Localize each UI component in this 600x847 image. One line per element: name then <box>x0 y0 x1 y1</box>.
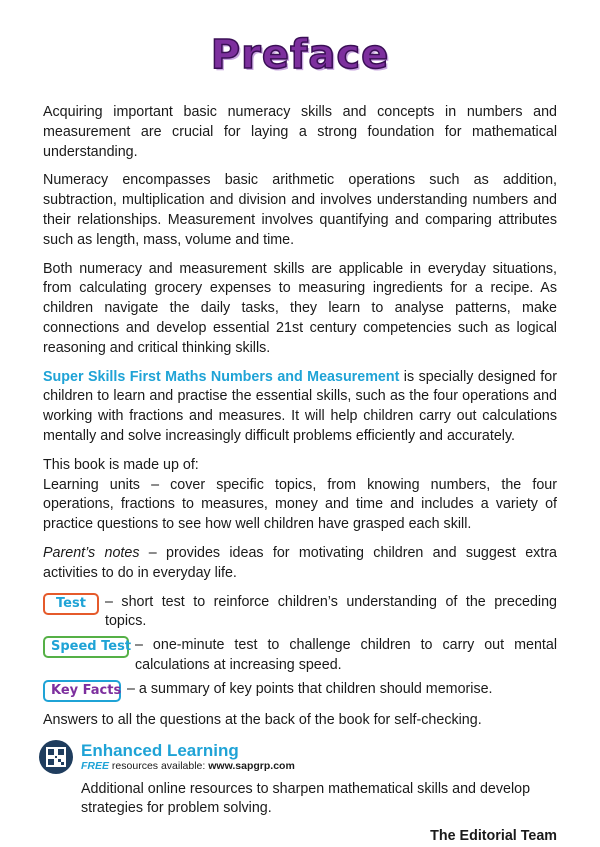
feature-test <box>43 593 557 633</box>
enhanced-learning-subtitle <box>81 760 295 773</box>
key-facts-description: – a summary of key points that children should memorise. <box>127 680 493 697</box>
book-description: is specially designed for children to learn and practise the essential skills, such as the four operations and working with fractions and measures. It will help children carry out calculations mentally and solve increasingly difficult problems efficiently and accurately. <box>43 368 557 444</box>
parents-notes-text: – provides ideas for motivating children and suggest extra activities to do in everyday life. <box>43 544 557 581</box>
enhanced-learning-title: Enhanced Learning <box>81 740 239 760</box>
book-title: Super Skills First Maths Numbers and Measurement <box>43 368 400 385</box>
free-label: FREE <box>81 759 110 772</box>
paragraph-intro: Acquiring important basic numeracy skills and concepts in numbers and measurement are crucial for laying a strong foundation for mathematical understanding. <box>43 104 557 160</box>
paragraph-contents <box>43 456 557 535</box>
learning-units-text: Learning units – cover specific topics, from knowing numbers, the four operations, fractions to measures, money and time and includes a variety of practice questions to see how well children have grasped each skill. <box>43 476 557 533</box>
speed-test-description: – one-minute test to challenge children to carry out mental calculations at increasing speed. <box>135 637 557 673</box>
enhanced-learning-banner <box>43 740 557 774</box>
key-facts-badge: Key Facts <box>43 680 121 702</box>
speed-test-badge: Speed Test <box>43 636 129 658</box>
page-title: Preface <box>210 32 390 78</box>
resources-url[interactable]: www.sapgrp.com <box>208 759 295 772</box>
qr-code-icon <box>39 740 73 774</box>
answers-note: Answers to all the questions at the back of the book for self-checking. <box>43 711 482 728</box>
test-description: – short test to reinforce children’s understanding of the preceding topics. <box>105 593 557 630</box>
feature-speed-test <box>43 636 557 676</box>
enhanced-learning-text <box>81 741 295 773</box>
paragraph-numeracy: Numeracy encompasses basic arithmetic operations such as addition, subtraction, multiplication and division and involves understanding numbers and their relationships. Measurement involves quantifying and comparing attributes such as length, mass, volume and time. <box>43 172 557 248</box>
contents-intro: This book is made up of: <box>43 456 199 473</box>
feature-key-facts <box>43 680 557 702</box>
enhanced-learning-description: Additional online resources to sharpen mathematical skills and develop strategies for problem solving. <box>81 780 531 817</box>
test-badge: Test <box>43 593 99 615</box>
paragraph-book <box>43 368 557 447</box>
preface-body <box>43 103 557 847</box>
signature: The Editorial Team <box>430 828 557 845</box>
resources-available: resources available: <box>109 759 209 772</box>
paragraph-skills: Both numeracy and measurement skills are applicable in everyday situations, from calculating grocery expenses to measuring ingredients for a recipe. As children navigate the daily tasks, they learn to analyse patterns, make connections and develop essential 21st century competencies such as logical reasoning and critical thinking skills. <box>43 260 557 356</box>
paragraph-parents-notes <box>43 544 557 584</box>
parents-notes-label: Parent’s notes <box>43 544 140 561</box>
